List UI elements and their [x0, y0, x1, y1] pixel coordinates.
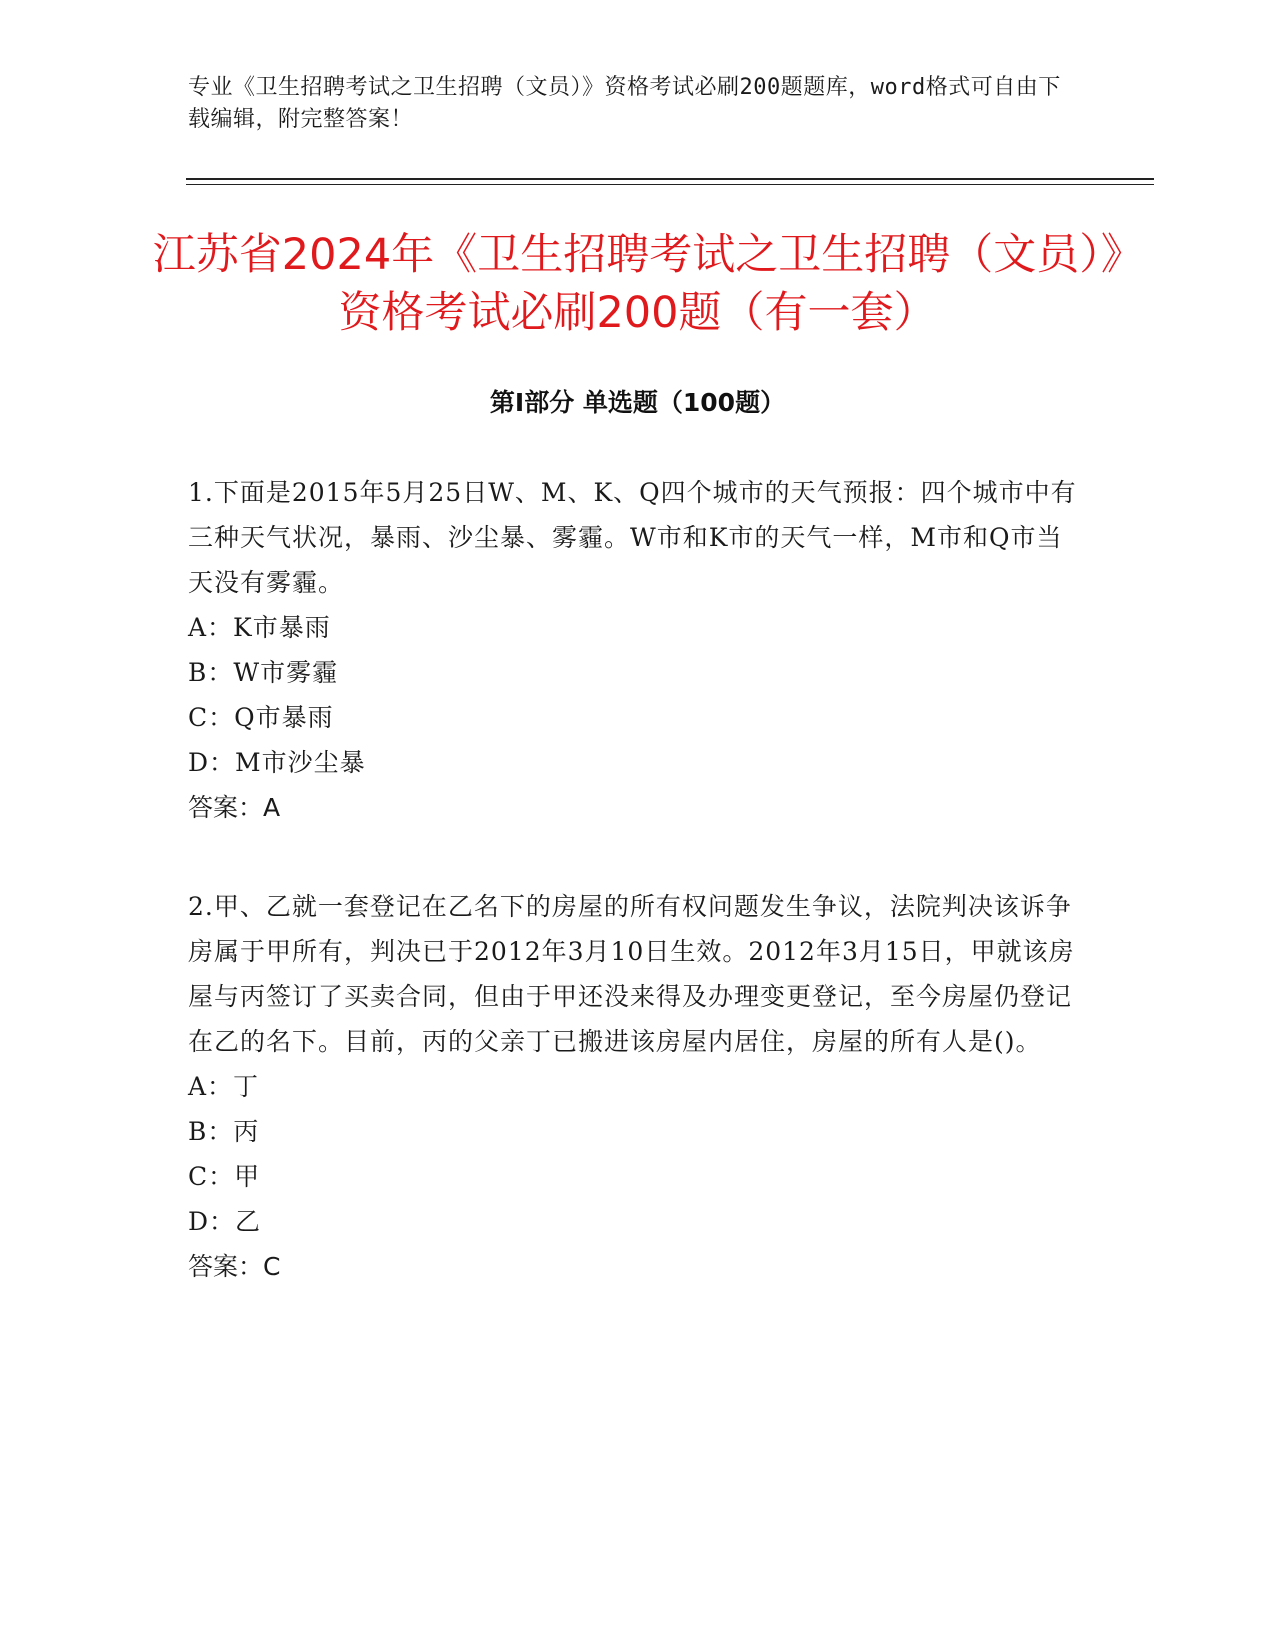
option-d: D：乙 [188, 1207, 262, 1236]
option-c: C：甲 [188, 1162, 261, 1191]
document-title: 江苏省2024年《卫生招聘考试之卫生招聘（文员）》资格考试必刷200题（有一套） [152, 230, 1123, 338]
section-heading: 第Ⅰ部分 单选题（100题） [489, 388, 786, 417]
option-d: D：M市沙尘暴 [188, 748, 366, 777]
option-a: A：丁 [188, 1072, 260, 1101]
option-a: A：K市暴雨 [188, 613, 331, 642]
answer: 答案：A [188, 793, 281, 822]
question-list [188, 470, 1078, 1343]
header-divider-thin [186, 184, 1154, 185]
option-b: B：丙 [188, 1117, 260, 1146]
question-2 [188, 884, 1078, 1289]
question-stem: 1.下面是2015年5月25日W、M、K、Q四个城市的天气预报：四个城市中有三种天气状况，暴雨、沙尘暴、雾霾。W市和K市的天气一样，M市和Q市当天没有雾霾。 [188, 478, 1077, 597]
question-1 [188, 470, 1078, 830]
option-c: C：Q市暴雨 [188, 703, 334, 732]
header-divider-thick [186, 178, 1154, 180]
header-note: 专业《卫生招聘考试之卫生招聘（文员）》资格考试必刷200题题库，word格式可自由下载编辑，附完整答案！ [188, 75, 1061, 132]
answer: 答案：C [188, 1252, 281, 1281]
question-stem: 2.甲、乙就一套登记在乙名下的房屋的所有权问题发生争议，法院判决该诉争房属于甲所有，判决已于2012年3月10日生效。2012年3月15日，甲就该房屋与丙签订了买卖合同，但由于甲还没来得及办理变更登记，至今房屋仍登记在乙的名下。目前，丙的父亲丁已搬进该房屋内居住，房屋的所有人是()。 [188, 892, 1075, 1056]
option-b: B：W市雾霾 [188, 658, 339, 687]
